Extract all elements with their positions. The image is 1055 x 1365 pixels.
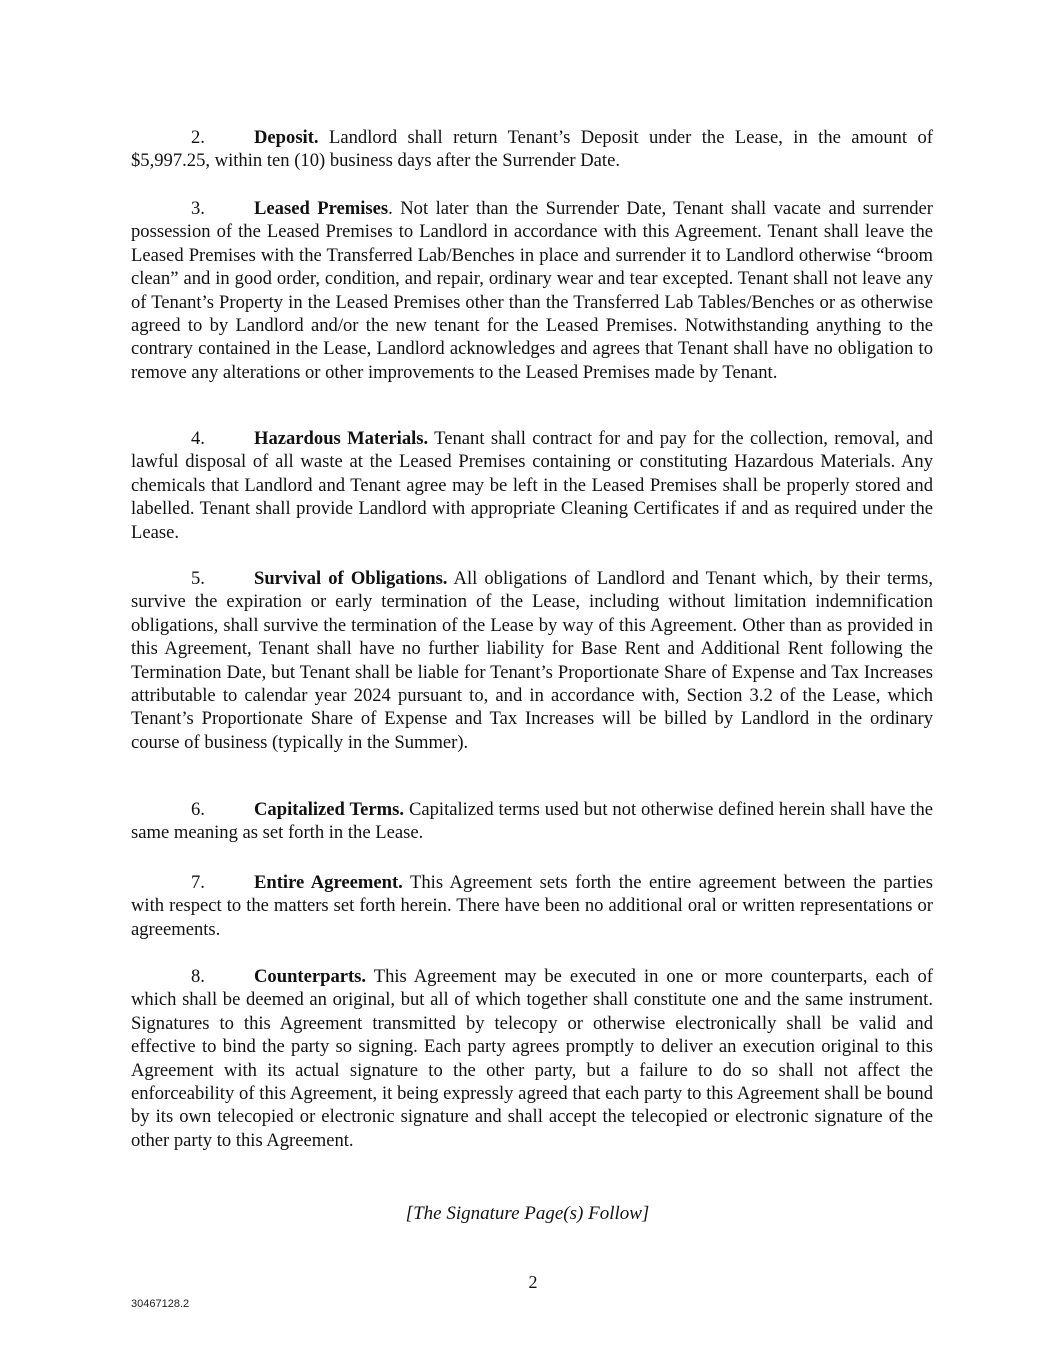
section-number: 7.: [191, 872, 205, 893]
section-heading: Hazardous Materials.: [254, 428, 429, 449]
section-heading: Leased Premises: [254, 198, 389, 219]
section-number: 8.: [191, 966, 205, 987]
section-body: This Agreement may be executed in one or more counterparts, each of which shall be deemed an original, but all of which together shall constitute one and the same instrument. Signatures to this Agreement transmitted by telecopy or otherwise electronically shall be valid and effective to bind the party so signing. Each party agrees promptly to deliver an execution original to this Agreement with its actual signature to the other party, but a failure to do so shall not affect the enforceability of this Agreement, it being expressly agreed that each party to this Agreement shall be bound by its own telecopied or electronic signature and shall accept the telecopied or electronic signature of the other party to this Agreement.: [131, 966, 933, 1151]
section-heading: Survival of Obligations.: [254, 568, 448, 589]
section-deposit: [131, 126, 933, 173]
section-heading: Counterparts.: [254, 966, 367, 987]
section-body: Capitalized terms used but not otherwise defined herein shall have the same meaning as set forth in the Lease.: [131, 799, 933, 844]
document-id: 30467128.2: [131, 1298, 190, 1310]
signature-follow-note: [The Signature Page(s) Follow]: [405, 1203, 650, 1224]
section-body: Landlord shall return Tenant’s Deposit under the Lease, in the amount of $5,997.25, within ten (10) business days after the Surrender Date.: [131, 127, 933, 172]
section-number: 4.: [191, 428, 205, 449]
section-heading: Entire Agreement.: [254, 872, 403, 893]
section-number: 3.: [191, 198, 205, 219]
section-body: All obligations of Landlord and Tenant which, by their terms, survive the expiration or early termination of the Lease, including without limitation indemnification obligations, shall survive the termination of the Lease by way of this Agreement. Other than as provided in this Agreement, Tenant shall have no further liability for Base Rent and Additional Rent following the Termination Date, but Tenant shall be liable for Tenant’s Proportionate Share of Expense and Tax Increases attributable to calendar year 2024 pursuant to, and in accordance with, Section 3.2 of the Lease, which Tenant’s Proportionate Share of Expense and Tax Increases will be billed by Landlord in the ordinary course of business (typically in the Summer).: [131, 568, 933, 753]
section-leased-premises: [131, 197, 933, 384]
section-capitalized-terms: [131, 798, 933, 845]
section-body: This Agreement sets forth the entire agreement between the parties with respect to the matters set forth herein. There have been no additional oral or written representations or agreements.: [131, 872, 933, 940]
section-hazardous-materials: [131, 427, 933, 544]
section-body: . Not later than the Surrender Date, Tenant shall vacate and surrender possession of the Leased Premises to Landlord in accordance with this Agreement. Tenant shall leave the Leased Premises with the Transferred Lab/Benches in place and surrender it to Landlord otherwise “broom clean” and in good order, condition, and repair, ordinary wear and tear excepted. Tenant shall not leave any of Tenant’s Property in the Leased Premises other than the Transferred Lab Tables/Benches or as otherwise agreed to by Landlord and/or the new tenant for the Leased Premises. Notwithstanding anything to the contrary contained in the Lease, Landlord acknowledges and agrees that Tenant shall have no obligation to remove any alterations or other improvements to the Leased Premises made by Tenant.: [131, 198, 934, 383]
section-number: 5.: [191, 568, 205, 589]
section-counterparts: [131, 965, 933, 1152]
section-body: Tenant shall contract for and pay for the collection, removal, and lawful disposal of all waste at the Leased Premises containing or constituting Hazardous Materials. Any chemicals that Landlord and Tenant agree may be left in the Leased Premises shall be properly stored and labelled. Tenant shall provide Landlord with appropriate Cleaning Certificates if and as required under the Lease.: [131, 428, 933, 543]
section-entire-agreement: [131, 871, 933, 941]
page-number: 2: [528, 1272, 538, 1292]
section-heading: Deposit.: [254, 127, 319, 148]
section-heading: Capitalized Terms.: [254, 799, 405, 820]
section-survival-of-obligations: [131, 567, 933, 754]
section-number: 2.: [191, 127, 205, 148]
section-number: 6.: [191, 799, 205, 820]
